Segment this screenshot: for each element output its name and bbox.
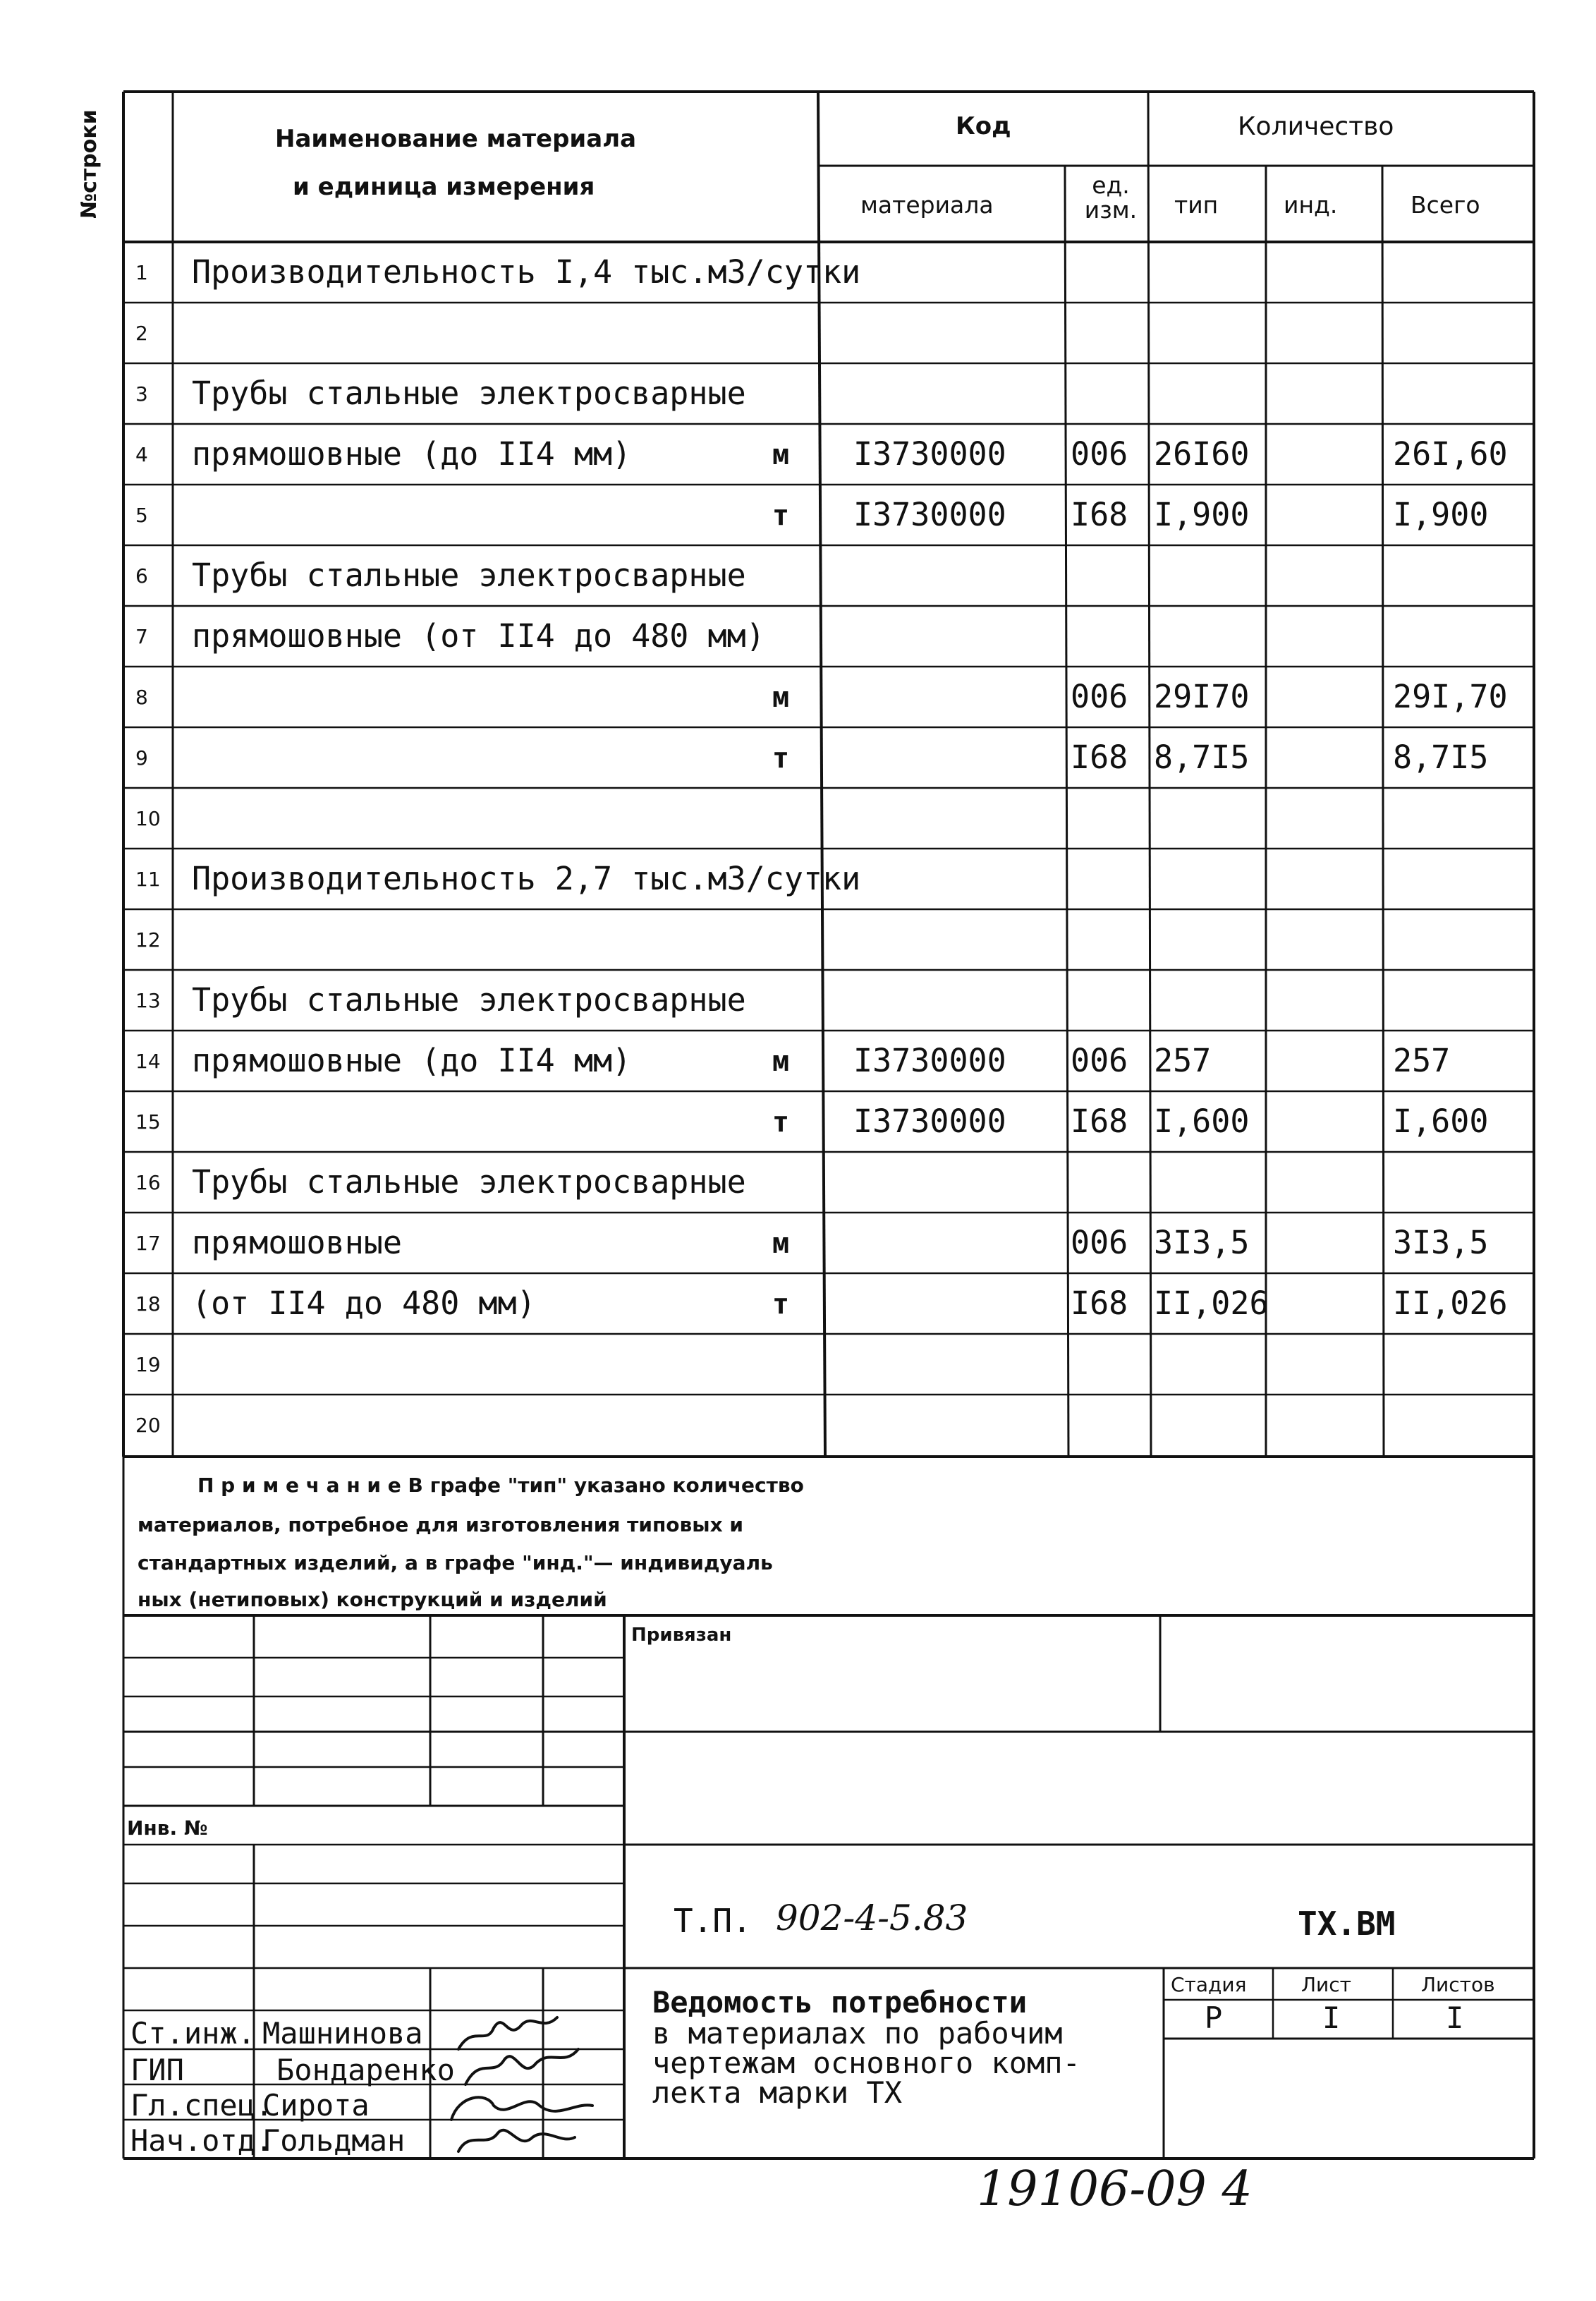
quantity-total: 26I,60 <box>1393 435 1508 473</box>
sheet-label: Лист <box>1301 1973 1351 1996</box>
material-name: Трубы стальные электросварные <box>192 1163 746 1201</box>
row-number: 13 <box>135 989 161 1012</box>
unit-code: I68 <box>1071 739 1128 776</box>
quantity-type: II,026 <box>1154 1285 1269 1322</box>
document-mark: ТХ.ВМ <box>1298 1905 1396 1943</box>
unit-label: т <box>772 1106 790 1139</box>
note-line-4: ных (нетиповых) конструкций и изделий <box>138 1588 607 1611</box>
signature-sirota <box>451 2097 592 2120</box>
title-line-3: чертежам основного комп- <box>652 2046 1080 2080</box>
privyazan-label: Привязан <box>631 1625 732 1646</box>
sheets-label: Листов <box>1421 1973 1495 1996</box>
row-number: 1 <box>135 261 148 284</box>
quantity-ind-header: инд. <box>1284 191 1338 219</box>
row-number: 16 <box>135 1171 161 1194</box>
unit-code: 006 <box>1071 1042 1128 1079</box>
signature-mashninova <box>458 2017 557 2049</box>
unit-code: I68 <box>1071 1103 1128 1140</box>
row-number: 7 <box>135 625 148 648</box>
row-number: 6 <box>135 564 148 588</box>
footer-archive-code: 19106-09 4 <box>977 2161 1253 2217</box>
row-number: 18 <box>135 1292 161 1316</box>
material-name: (от II4 до 480 мм) <box>192 1285 536 1322</box>
quantity-type: 257 <box>1154 1042 1212 1079</box>
note-line-2: материалов, потребное для изготовления типовых и <box>138 1513 743 1536</box>
person-name-2: Бондаренко <box>276 2053 455 2087</box>
unit-label: м <box>772 681 790 714</box>
quantity-type: 3I3,5 <box>1154 1224 1250 1261</box>
row-number: 2 <box>135 322 148 345</box>
quantity-total: 257 <box>1393 1042 1451 1079</box>
note-line-3: стандартных изделий, а в графе "инд."— индивидуаль <box>138 1551 773 1574</box>
row-number: 10 <box>135 807 161 830</box>
row-number: 3 <box>135 382 148 406</box>
person-role-3: Гл.спец. <box>130 2088 274 2123</box>
stage-label: Стадия <box>1171 1973 1247 1996</box>
name-header-line2: и единица измерения <box>293 173 595 201</box>
unit-label: т <box>772 742 790 775</box>
signature-goldman <box>458 2130 575 2151</box>
row-number-header: №строки <box>77 109 102 219</box>
code-unit-header-text: ед. изм. <box>1084 171 1138 224</box>
row-number: 9 <box>135 746 148 770</box>
quantity-type: I,600 <box>1154 1103 1250 1140</box>
quantity-total-header: Всего <box>1411 191 1480 219</box>
material-code: I3730000 <box>853 435 1006 473</box>
title-line-2: в материалах по рабочим <box>652 2016 1063 2051</box>
person-role-1: Ст.инж. <box>130 2016 256 2051</box>
stage-value: Р <box>1205 2001 1223 2035</box>
unit-label: т <box>772 1288 790 1321</box>
code-material-header: материала <box>860 191 994 219</box>
material-name: Трубы стальные электросварные <box>192 375 746 412</box>
row-number: 11 <box>135 868 161 891</box>
material-name: Трубы стальные электросварные <box>192 981 746 1019</box>
quantity-total: I,600 <box>1393 1103 1489 1140</box>
material-name: Производительность I,4 тыс.м3/сутки <box>192 253 861 291</box>
row-number: 14 <box>135 1050 161 1073</box>
material-code: I3730000 <box>853 1042 1006 1079</box>
person-name-4: Гольдман <box>262 2123 406 2158</box>
quantity-total: 8,7I5 <box>1393 739 1489 776</box>
row-number: 4 <box>135 443 148 466</box>
title-line-1: Ведомость потребности <box>652 1985 1028 2020</box>
name-header-line1: Наименование материала <box>275 125 637 153</box>
material-code: I3730000 <box>853 496 1006 533</box>
signature-bondarenko <box>465 2049 578 2084</box>
unit-code: I68 <box>1071 496 1128 533</box>
material-name: Трубы стальные электросварные <box>192 557 746 594</box>
sheet-value: I <box>1322 2001 1341 2035</box>
row-number: 20 <box>135 1414 161 1437</box>
person-role-2: ГИП <box>130 2053 184 2087</box>
quantity-type: 29I70 <box>1154 678 1250 715</box>
person-name-1: Машнинова <box>262 2016 423 2051</box>
unit-label: м <box>772 1045 790 1078</box>
quantity-total: 29I,70 <box>1393 678 1508 715</box>
quantity-header: Количество <box>1238 112 1394 141</box>
material-name: прямошовные (от II4 до 480 мм) <box>192 617 765 655</box>
row-number: 12 <box>135 928 161 952</box>
row-number: 17 <box>135 1232 161 1255</box>
quantity-type-header: тип <box>1174 191 1219 219</box>
unit-code: 006 <box>1071 678 1128 715</box>
sheets-value: I <box>1446 2001 1464 2035</box>
inventory-number-label: Инв. № <box>127 1816 208 1840</box>
row-number: 15 <box>135 1110 161 1134</box>
unit-code: I68 <box>1071 1285 1128 1322</box>
quantity-total: I,900 <box>1393 496 1489 533</box>
row-number: 19 <box>135 1353 161 1376</box>
note-line-1: П р и м е ч а н и е В графе "тип" указано количество <box>197 1474 804 1497</box>
material-name: Производительность 2,7 тыс.м3/сутки <box>192 860 861 897</box>
project-number: 902-4-5.83 <box>776 1898 968 1938</box>
person-name-3: Сирота <box>262 2088 370 2123</box>
quantity-type: I,900 <box>1154 496 1250 533</box>
material-name: прямошовные (до II4 мм) <box>192 435 632 473</box>
title-line-4: лекта марки ТХ <box>652 2075 903 2110</box>
unit-label: м <box>772 1227 790 1260</box>
unit-label: т <box>772 499 790 532</box>
row-number: 5 <box>135 504 148 527</box>
quantity-type: 26I60 <box>1154 435 1250 473</box>
material-name: прямошовные <box>192 1224 403 1261</box>
unit-code: 006 <box>1071 435 1128 473</box>
material-name: прямошовные (до II4 мм) <box>192 1042 632 1079</box>
person-role-4: Нач.отд. <box>130 2123 274 2158</box>
quantity-total: 3I3,5 <box>1393 1224 1489 1261</box>
quantity-total: II,026 <box>1393 1285 1508 1322</box>
row-number: 8 <box>135 686 148 709</box>
unit-code: 006 <box>1071 1224 1128 1261</box>
code-header: Код <box>956 112 1011 140</box>
material-code: I3730000 <box>853 1103 1006 1140</box>
quantity-type: 8,7I5 <box>1154 739 1250 776</box>
project-prefix: Т.П. <box>674 1902 752 1940</box>
unit-label: м <box>772 439 790 471</box>
